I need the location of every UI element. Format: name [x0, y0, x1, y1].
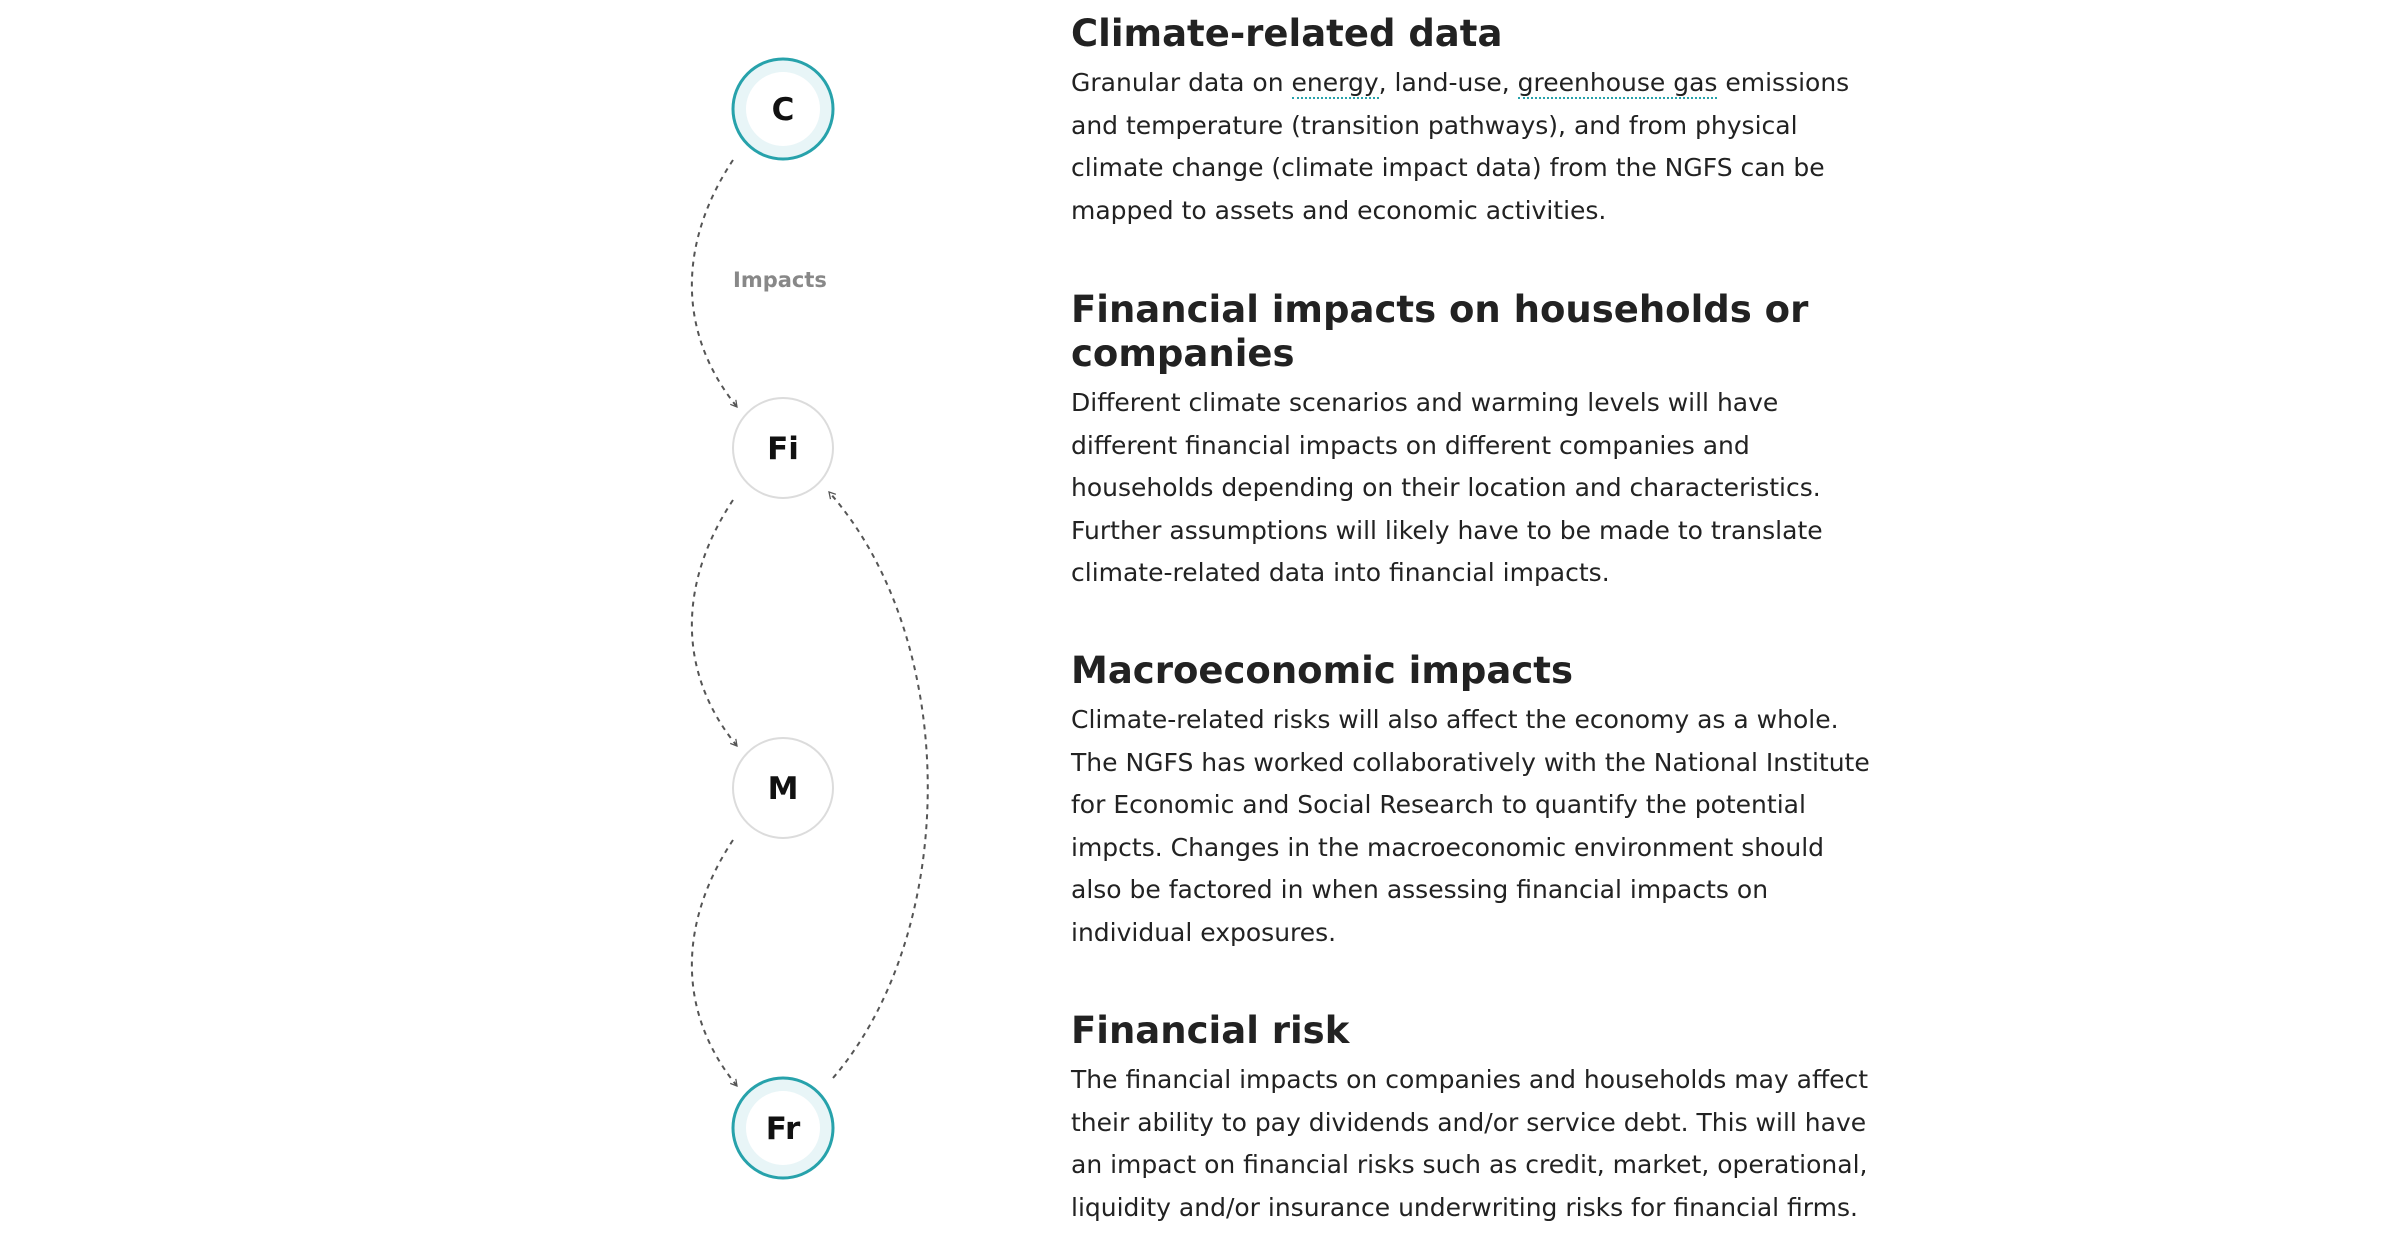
edge-climate-to-financial_impacts	[692, 160, 737, 407]
section-body	[1071, 1059, 1871, 1229]
node-label: C	[771, 92, 795, 128]
glossary-term-link[interactable]: energy	[1291, 68, 1379, 97]
section-title: Financial impacts on households or companies	[1071, 288, 1809, 375]
edge-label: Impacts	[733, 268, 827, 292]
section-body	[1071, 382, 1871, 595]
node-financial_risk[interactable]	[733, 1078, 833, 1178]
section-financial-impacts	[1071, 288, 1871, 595]
body-text: , land-use,	[1378, 68, 1518, 97]
glossary-term-link[interactable]: greenhouse gas	[1517, 68, 1718, 97]
body-text: Climate-related risks will also affect the economy as a whole. The NGFS has worked collaboratively with the National Institute for Economic and Social Research to quantify the potential impcts. Changes in the macroeconomic environment should also be factored in when assessing financial impacts on individual exposures.	[1071, 705, 1870, 947]
edge-macroeconomic-to-financial_risk	[692, 840, 737, 1086]
section-financial-risk	[1071, 1009, 1871, 1229]
node-macroeconomic[interactable]	[733, 738, 833, 838]
node-financial_impacts[interactable]	[733, 398, 833, 498]
section-climate-data	[1071, 12, 1871, 232]
node-climate[interactable]	[733, 59, 833, 159]
node-label: Fr	[765, 1111, 801, 1147]
section-macroeconomic-impacts	[1071, 649, 1871, 954]
section-body	[1071, 62, 1871, 232]
section-body	[1071, 699, 1871, 954]
section-title: Macroeconomic impacts	[1071, 649, 1573, 692]
node-label: Fi	[767, 431, 799, 467]
edge-financial_risk-to-financial_impacts	[829, 492, 928, 1078]
section-title: Climate-related data	[1071, 12, 1503, 55]
body-text: emissions and temperature (transition pathways), and from physical climate change (climate impact data) from the NGFS can be mapped to assets and economic activities.	[1071, 68, 1850, 225]
body-text: Granular data on	[1071, 68, 1292, 97]
section-title: Financial risk	[1071, 1009, 1350, 1052]
body-text: Different climate scenarios and warming levels will have different financial impacts on different companies and households depending on their location and characteristics. Further assumptions will likely have to be made to translate climate-related data into financial impacts.	[1071, 388, 1823, 587]
edge-financial_impacts-to-macroeconomic	[692, 500, 737, 746]
body-text: The financial impacts on companies and households may affect their ability to pay dividends and/or service debt. This will have an impact on financial risks such as credit, market, operational, liquidity and/or insurance underwriting risks for financial firms.	[1071, 1065, 1869, 1222]
node-label: M	[767, 771, 799, 807]
